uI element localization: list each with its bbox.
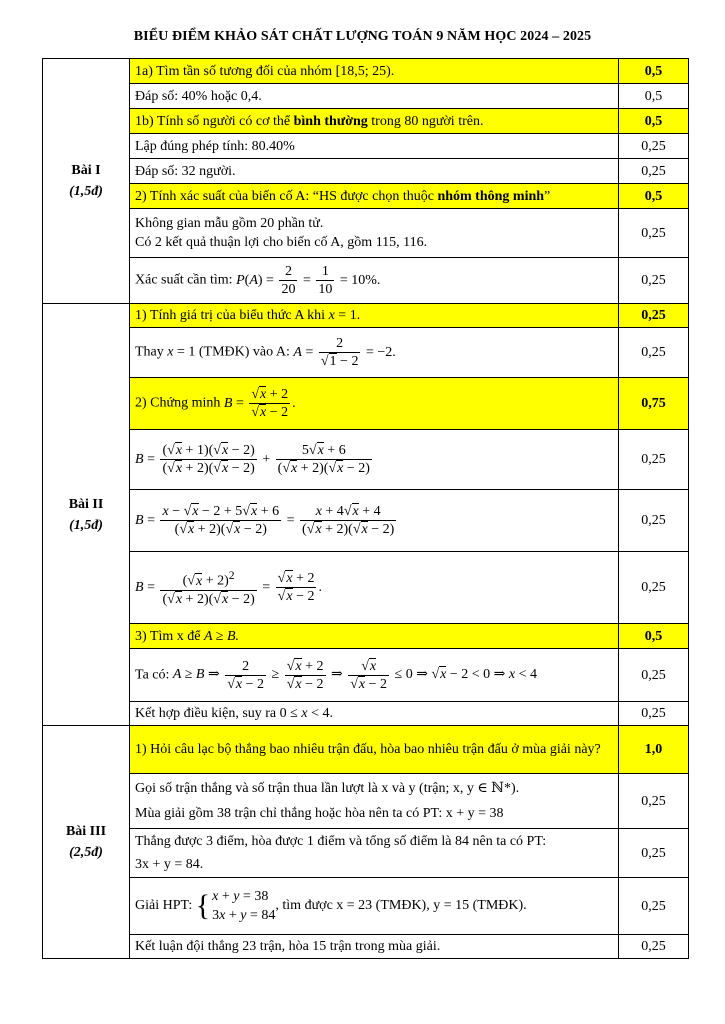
score-table — [42, 58, 689, 959]
table-row — [43, 624, 689, 649]
text-part: (TMĐK) vào A: — [198, 344, 290, 360]
score-cell: 0,25 — [619, 774, 689, 829]
answer-cell: Kết luận đội thắng 23 trận, hòa 15 trận trong mùa giải. — [130, 935, 619, 959]
answer-cell — [130, 258, 619, 304]
text-line: Thắng được 3 điểm, hòa được 1 điểm và tổng số điểm là 84 nên ta có PT: — [135, 834, 547, 849]
section-name: Bài I — [71, 163, 101, 178]
answer-cell: Đáp số: 40% hoặc 0,4. — [130, 84, 619, 109]
answer-cell — [130, 490, 619, 552]
table-row — [43, 84, 689, 109]
answer-cell: Thay x = 1 (TMĐK) vào A: A = $\frac{2}{√1 - 2}$ = −2. — [130, 328, 619, 378]
section-bai-1 — [43, 59, 130, 304]
section-points: (1,5đ) — [69, 184, 103, 199]
table-row — [43, 59, 689, 84]
text-part: trong 80 người trên. — [367, 113, 484, 129]
score-cell: 0,25 — [619, 702, 689, 726]
answer-cell — [130, 774, 619, 829]
text-bold: bình thường — [293, 113, 368, 129]
table-row — [43, 430, 689, 490]
table-row — [43, 490, 689, 552]
table-row — [43, 258, 689, 304]
answer-cell — [130, 878, 619, 935]
math-formula: A ≥ B ⇒ $\frac{2}{√x - 2}$ ≥ $\frac{√x + 2}{√x - 2}$ ⇒ $\frac{√x}{√x - 2}$ ≤ 0 ⇒ √x − 2 < 0 ⇒ x < 4 — [172, 658, 538, 692]
table-row — [43, 702, 689, 726]
text-part: , tìm được x = 23 (TMĐK), y = 15 (TMĐK). — [275, 898, 527, 914]
table-row — [43, 878, 689, 935]
math-formula: B = $\frac{x - √x - 2 + 5√x + 6}{(√x + 2)(√x - 2)}$ = $\frac{x + 4√x + 4}{(√x + 2)(√x - 2)}$ — [135, 504, 395, 537]
table-row — [43, 109, 689, 134]
score-cell: 0,25 — [619, 159, 689, 184]
score-cell: 0,25 — [619, 935, 689, 959]
score-cell: 0,75 — [619, 378, 689, 430]
score-cell: 0,25 — [619, 209, 689, 258]
score-cell: 0,25 — [619, 490, 689, 552]
text-part: 1b) Tính số người có cơ thể — [135, 113, 294, 129]
question-cell — [130, 109, 619, 134]
question-cell — [130, 184, 619, 209]
answer-cell — [130, 702, 619, 726]
math-formula: 0 ≤ x < 4. — [279, 706, 333, 721]
text-part: 2) Tính xác suất của biến cố A: “HS được chọn thuộc — [135, 188, 438, 204]
page-title: BIỂU ĐIỂM KHẢO SÁT CHẤT LƯỢNG TOÁN 9 NĂM HỌC 2024 – 2025 — [133, 29, 592, 44]
table-row — [43, 209, 689, 258]
score-cell: 0,5 — [619, 184, 689, 209]
answer-cell: Đáp số: 32 người. — [130, 159, 619, 184]
text-part: Xác suất cần tìm: — [135, 272, 233, 288]
text-line: 3x + y = 84. — [135, 857, 204, 872]
math-formula: x — [328, 308, 335, 323]
math-formula: A = $\frac{2}{√1 - 2}$ = −2. — [293, 336, 396, 369]
table-row — [43, 552, 689, 624]
text-part: 3) Tìm x để — [135, 628, 201, 644]
section-points: (1,5đ) — [69, 517, 103, 533]
text-part: ” — [544, 188, 551, 204]
equation-system: x + y = 38 3x + y = 84 — [212, 889, 276, 923]
math-formula: B = $\frac{√x + 2}{√x - 2}$ . — [223, 387, 296, 420]
question-cell: 1) Tính giá trị của biểu thức A khi x = 1. — [130, 304, 619, 328]
table-row — [43, 184, 689, 209]
section-points: (2,5đ) — [69, 845, 103, 860]
section-bai-2 — [43, 304, 130, 726]
question-cell — [130, 378, 619, 430]
score-cell: 0,5 — [619, 84, 689, 109]
table-row — [43, 134, 689, 159]
score-cell: 0,25 — [619, 878, 689, 935]
answer-cell: Lập đúng phép tính: 80.40% — [130, 134, 619, 159]
answer-cell — [130, 829, 619, 878]
text-line: Không gian mẫu gồm 20 phần tử. — [135, 216, 324, 231]
table-row — [43, 829, 689, 878]
answer-cell — [130, 552, 619, 624]
text-line: Gọi số trận thắng và số trận thua lần lượt là x và y (trận; x, y ∈ ℕ*). — [135, 781, 520, 796]
table-row — [43, 935, 689, 959]
section-name: Bài II — [68, 496, 104, 512]
score-cell: 0,25 — [619, 258, 689, 304]
text-part: 2) Chứng minh — [135, 395, 221, 411]
table-row — [43, 649, 689, 702]
section-bai-3 — [43, 726, 130, 959]
question-cell: 1a) Tìm tần số tương đối của nhóm [18,5; 25). — [130, 59, 619, 84]
question-cell — [130, 624, 619, 649]
math-formula: B = $\frac{(√x + 2)^2}{(√x + 2)(√x - 2)}$ = $\frac{√x + 2}{√x - 2}$ . — [135, 569, 322, 607]
text-part: 1) Tính giá trị của biểu thức A khi — [135, 308, 326, 323]
score-cell: 0,25 — [619, 430, 689, 490]
math-formula: B = $\frac{(√x + 1)(√x - 2)}{(√x + 2)(√x - 2)}$ + $\frac{5√x + 6}{(√x + 2)(√x - 2)}$ — [135, 443, 370, 476]
score-cell: 0,5 — [619, 624, 689, 649]
score-cell: 1,0 — [619, 726, 689, 774]
score-cell: 0,25 — [619, 304, 689, 328]
answer-cell — [130, 209, 619, 258]
question-cell: 1) Hỏi câu lạc bộ thắng bao nhiêu trận đấu, hòa bao nhiêu trận đấu ở mùa giải này? — [130, 726, 619, 774]
table-row — [43, 328, 689, 378]
score-cell: 0,25 — [619, 328, 689, 378]
text-part: Kết hợp điều kiện, suy ra — [135, 706, 277, 721]
math-formula: A ≥ B. — [203, 628, 240, 644]
answer-cell — [130, 430, 619, 490]
score-cell: 0,25 — [619, 134, 689, 159]
text-part: Ta có: — [135, 667, 170, 683]
score-cell: 0,25 — [619, 552, 689, 624]
answer-cell — [130, 649, 619, 702]
score-cell: 0,25 — [619, 649, 689, 702]
math-formula: P(A) = $\frac{2}{20}$ = $\frac{1}{10}$ = 10%. — [236, 264, 381, 297]
table-row — [43, 304, 689, 328]
table-row — [43, 726, 689, 774]
table-row — [43, 378, 689, 430]
text-part: Thay — [135, 344, 164, 360]
text-line: Có 2 kết quả thuận lợi cho biến cố A, gồm 115, 116. — [135, 235, 428, 250]
brace-icon: { — [195, 889, 211, 922]
table-row — [43, 159, 689, 184]
score-cell: 0,25 — [619, 829, 689, 878]
section-name: Bài III — [65, 824, 107, 839]
score-cell: 0,5 — [619, 59, 689, 84]
text-bold: nhóm thông minh — [437, 188, 545, 204]
table-row — [43, 774, 689, 829]
text-part: Giải HPT: — [135, 898, 193, 914]
score-cell: 0,5 — [619, 109, 689, 134]
text-line: Mùa giải gồm 38 trận chỉ thắng hoặc hòa nên ta có PT: x + y = 38 — [135, 806, 504, 821]
